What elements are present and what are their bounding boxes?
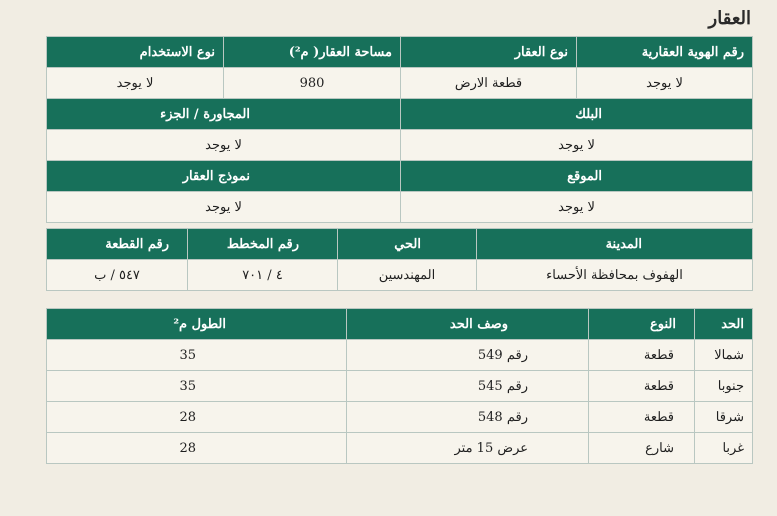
header-district: الحي — [338, 229, 477, 260]
boundary-direction: جنوبا — [695, 371, 753, 402]
value-city: الهفوف بمحافظة الأحساء — [477, 260, 753, 291]
boundary-type: شارع — [589, 433, 695, 464]
value-property-id: لا يوجد — [577, 68, 753, 99]
table-row — [47, 371, 753, 402]
boundary-type: قطعة — [589, 340, 695, 371]
value-plot-number: ٥٤٧ / ب — [47, 260, 188, 291]
value-district: المهندسين — [338, 260, 477, 291]
address-table — [46, 228, 753, 291]
header-property-id: رقم الهوية العقارية — [577, 37, 753, 68]
value-block: لا يوجد — [401, 130, 753, 161]
boundary-description: عرض 15 متر — [347, 433, 589, 464]
header-type: النوع — [589, 309, 695, 340]
table-row — [47, 433, 753, 464]
header-length: الطول م² — [47, 309, 347, 340]
header-usage-type: نوع الاستخدام — [47, 37, 224, 68]
value-usage-type: لا يوجد — [47, 68, 224, 99]
table-row — [47, 340, 753, 371]
header-plot-number: رقم القطعة — [47, 229, 188, 260]
header-plan-number: رقم المخطط — [188, 229, 338, 260]
boundaries-table — [46, 308, 753, 464]
value-plan-number: ٤ / ٧٠١ — [188, 260, 338, 291]
value-property-model: لا يوجد — [47, 192, 401, 223]
header-location: الموقع — [401, 161, 753, 192]
boundary-length: 28 — [47, 433, 347, 464]
property-value-row-2 — [47, 130, 753, 161]
table-row — [47, 402, 753, 433]
boundary-length: 35 — [47, 340, 347, 371]
boundary-direction: شمالا — [695, 340, 753, 371]
boundary-description: رقم 549 — [347, 340, 589, 371]
property-value-row-3 — [47, 192, 753, 223]
property-info-table — [46, 36, 753, 223]
header-block: البلك — [401, 99, 753, 130]
property-header-row-1 — [47, 37, 753, 68]
value-property-type: قطعة الارض — [401, 68, 577, 99]
boundary-direction: شرقا — [695, 402, 753, 433]
header-neighborhood-part: المجاورة / الجزء — [47, 99, 401, 130]
boundary-description: رقم 545 — [347, 371, 589, 402]
property-header-row-2 — [47, 99, 753, 130]
boundary-type: قطعة — [589, 402, 695, 433]
boundary-length: 35 — [47, 371, 347, 402]
header-property-model: نموذج العقار — [47, 161, 401, 192]
header-boundary: الحد — [695, 309, 753, 340]
address-header-row — [47, 229, 753, 260]
header-property-area: مساحة العقار( م²) — [224, 37, 401, 68]
boundary-length: 28 — [47, 402, 347, 433]
value-neighborhood-part: لا يوجد — [47, 130, 401, 161]
boundary-direction: غربا — [695, 433, 753, 464]
boundary-type: قطعة — [589, 371, 695, 402]
value-location: لا يوجد — [401, 192, 753, 223]
address-value-row — [47, 260, 753, 291]
boundaries-header-row — [47, 309, 753, 340]
header-city: المدينة — [477, 229, 753, 260]
property-value-row-1 — [47, 68, 753, 99]
header-property-type: نوع العقار — [401, 37, 577, 68]
property-header-row-3 — [47, 161, 753, 192]
value-property-area: 980 — [224, 68, 401, 99]
boundary-description: رقم 548 — [347, 402, 589, 433]
header-boundary-description: وصف الحد — [347, 309, 589, 340]
section-title: العقار — [708, 8, 751, 29]
